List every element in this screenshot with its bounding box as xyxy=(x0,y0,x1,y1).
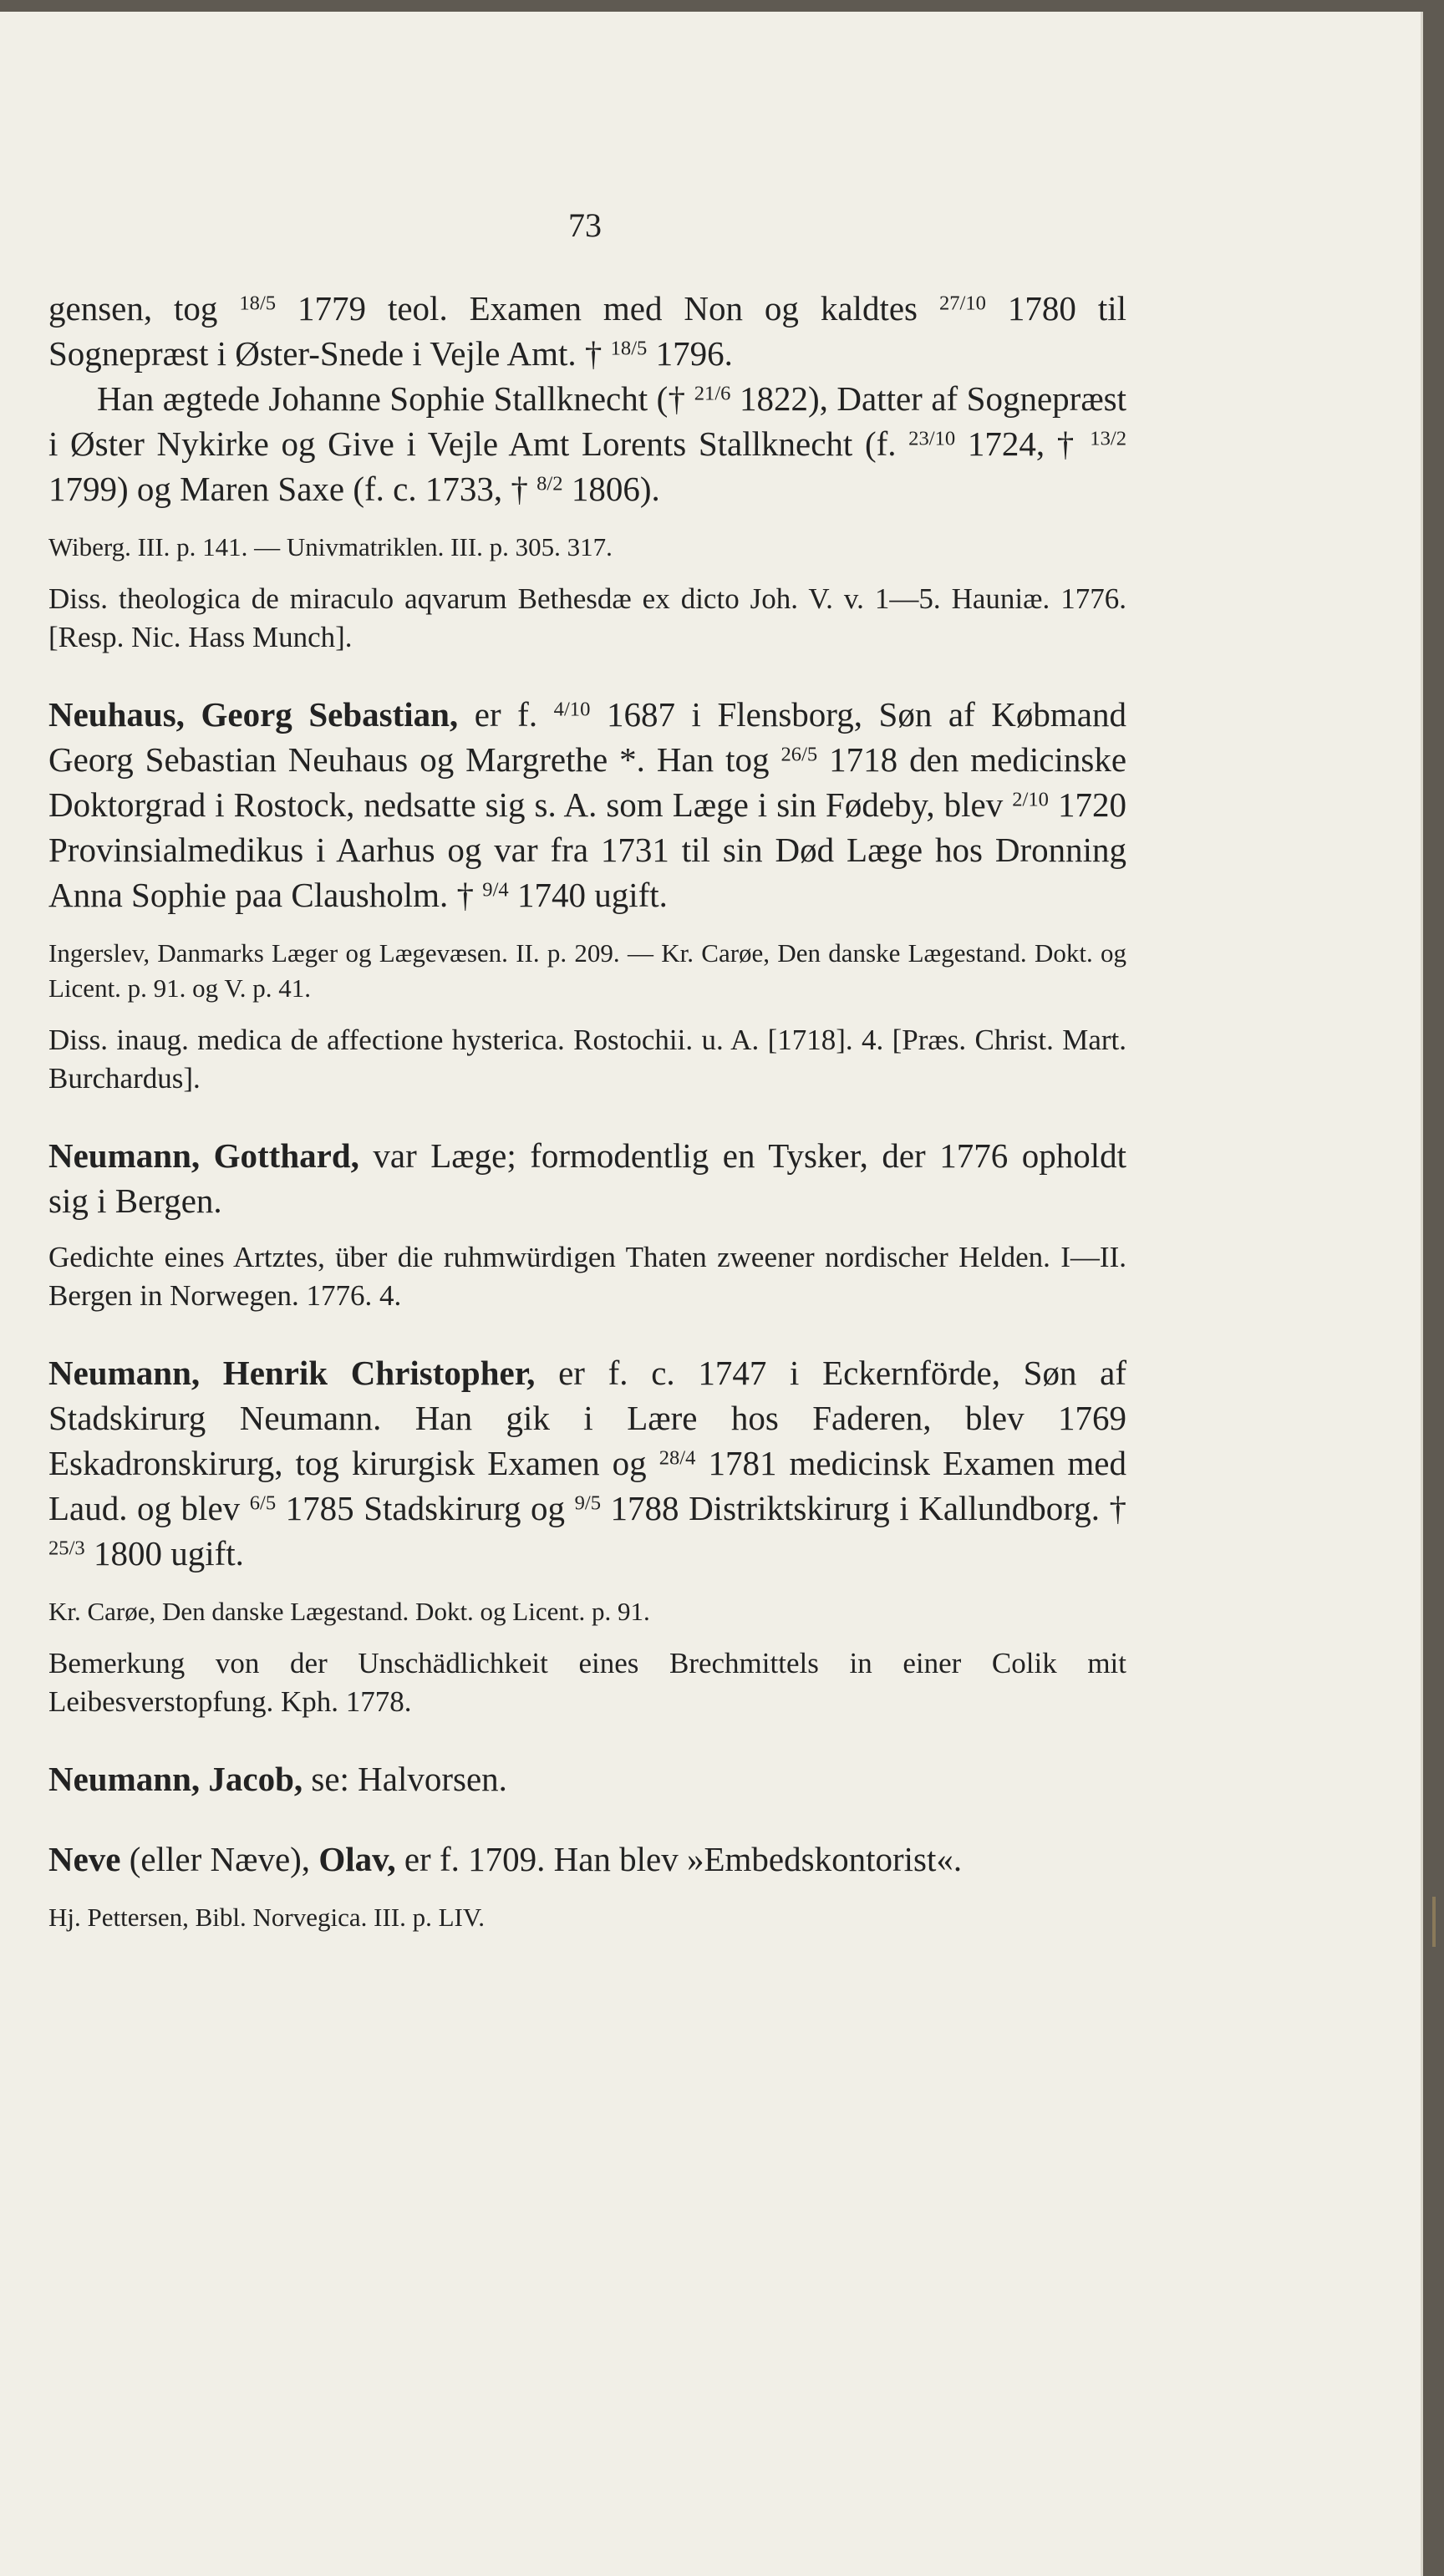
reference-line: Ingerslev, Danmarks Læger og Lægevæsen. II. p. 209. — Kr. Carøe, Den danske Lægestand. Dokt. og Licent. p. 91. og V. p. 41. xyxy=(48,938,1126,1003)
work-citation: Diss. inaug. medica de affectione hysterica. Rostochii. u. A. [1718]. 4. [Præs. Christ. Mart. Burchardus]. xyxy=(48,1024,1126,1095)
entry-neumann-gotthard xyxy=(48,1133,1126,1315)
continuation-paragraph: gensen, tog $^{18/5}$ 1779 teol. Examen med Non og kaldtes $^{27/10}$ 1780 til Sognepræst i Øster-Snede i Vejle Amt. † $^{18/5}$ 1796. xyxy=(48,289,1127,373)
reference-line: Wiberg. III. p. 141. — Univmatriklen. III. p. 305. 317. xyxy=(48,532,613,561)
work-citation: Bemerkung von der Unschädlichkeit eines Brechmittels in einer Colik mit Leibesverstopfung. Kph. 1778. xyxy=(48,1647,1126,1718)
date-fraction: 2/10 xyxy=(1012,788,1049,811)
entry-neumann-jacob xyxy=(48,1756,1126,1801)
date-fraction: 28/4 xyxy=(658,1446,696,1470)
date-fraction: 26/5 xyxy=(780,743,818,766)
book-page xyxy=(0,12,1423,2576)
date-fraction: 21/6 xyxy=(694,382,731,405)
date-fraction: 4/10 xyxy=(553,698,591,721)
entry-text: Neumann, Jacob, se: Halvorsen. xyxy=(48,1760,507,1798)
date-fraction: 6/5 xyxy=(249,1491,277,1515)
date-fraction: 9/5 xyxy=(574,1491,601,1515)
entry-name: Neuhaus, Georg Sebastian, xyxy=(48,695,459,734)
marriage-paragraph: Han ægtede Johanne Sophie Stallknecht († $^{21/6}$ 1822), Datter af Sognepræst i Øster Nykirke og Give i Vejle Amt Lorents Stallknecht (f. $^{23/10}$ 1724, † $^{13/2}$ 1799) og Maren Saxe (f. c. 1733, † $^{8/2}$ 1806). xyxy=(48,379,1127,508)
margin-mark xyxy=(1432,1897,1436,1947)
date-fraction: 18/5 xyxy=(610,337,648,360)
entry-text: Neumann, Gotthard, var Læge; formodentlig en Tysker, der 1776 opholdt sig i Bergen. xyxy=(48,1136,1127,1220)
page-number: 73 xyxy=(568,206,602,244)
entry-text: Neumann, Henrik Christopher, er f. c. 1747 i Eckernförde, Søn af Stadskirurg Neumann. Han gik i Lære hos Faderen, blev 1769 Eskadronskirurg, tog kirurgisk Examen og $^{28/4}$ 1781 medicinsk Examen med Laud. og blev $^{6/5}$ 1785 Stadskirurg og $^{9/5}$ 1788 Distriktskirurg i Kallundborg. † $^{25/3}$ 1800 ugift. xyxy=(48,1354,1127,1573)
entry-name: Neve xyxy=(48,1840,121,1878)
date-fraction: 9/4 xyxy=(482,878,509,902)
work-citation: Diss. theologica de miraculo aqvarum Bethesdæ ex dicto Joh. V. v. 1—5. Hauniæ. 1776. [Resp. Nic. Hass Munch]. xyxy=(48,582,1126,653)
entry-neve xyxy=(48,1837,1126,1935)
entry-neumann-henrik xyxy=(48,1350,1126,1721)
reference-line: Kr. Carøe, Den danske Lægestand. Dokt. og Licent. p. 91. xyxy=(48,1597,650,1626)
reference-line: Hj. Pettersen, Bibl. Norvegica. III. p. LIV. xyxy=(48,1903,486,1932)
entry-text: Neuhaus, Georg Sebastian, er f. $^{4/10}$ 1687 i Flensborg, Søn af Købmand Georg Sebastian Neuhaus og Margrethe *. Han tog $^{26/5}$ 1718 den medicinske Doktorgrad i Rostock, nedsatte sig s. A. som Læge i sin Fødeby, blev $^{2/10}$ 1720 Provinsialmedikus i Aarhus og var fra 1731 til sin Død Læge hos Dronning Anna Sophie paa Clausholm. † $^{9/4}$ 1740 ugift. xyxy=(48,695,1127,914)
date-fraction: 8/2 xyxy=(536,472,563,495)
entry-name: Neumann, Gotthard, xyxy=(48,1136,359,1175)
entry-name: Olav, xyxy=(318,1840,396,1878)
work-citation: Gedichte eines Artztes, über die ruhmwürdigen Thaten zweener nordischer Helden. I—II. Bergen in Norwegen. 1776. 4. xyxy=(48,1241,1126,1312)
date-fraction: 27/10 xyxy=(938,292,986,315)
date-fraction: 13/2 xyxy=(1090,427,1127,450)
entry-name: Neumann, Jacob, xyxy=(48,1760,303,1798)
entry-name: Neumann, Henrik Christopher, xyxy=(48,1354,536,1392)
page-body xyxy=(48,286,1126,1935)
date-fraction: 25/3 xyxy=(48,1537,85,1560)
entry-text: Neve (eller Næve), Olav, er f. 1709. Han blev »Embedskontorist«. xyxy=(48,1840,963,1878)
date-fraction: 23/10 xyxy=(908,427,956,450)
entry-neuhaus xyxy=(48,692,1126,1098)
date-fraction: 18/5 xyxy=(239,292,277,315)
